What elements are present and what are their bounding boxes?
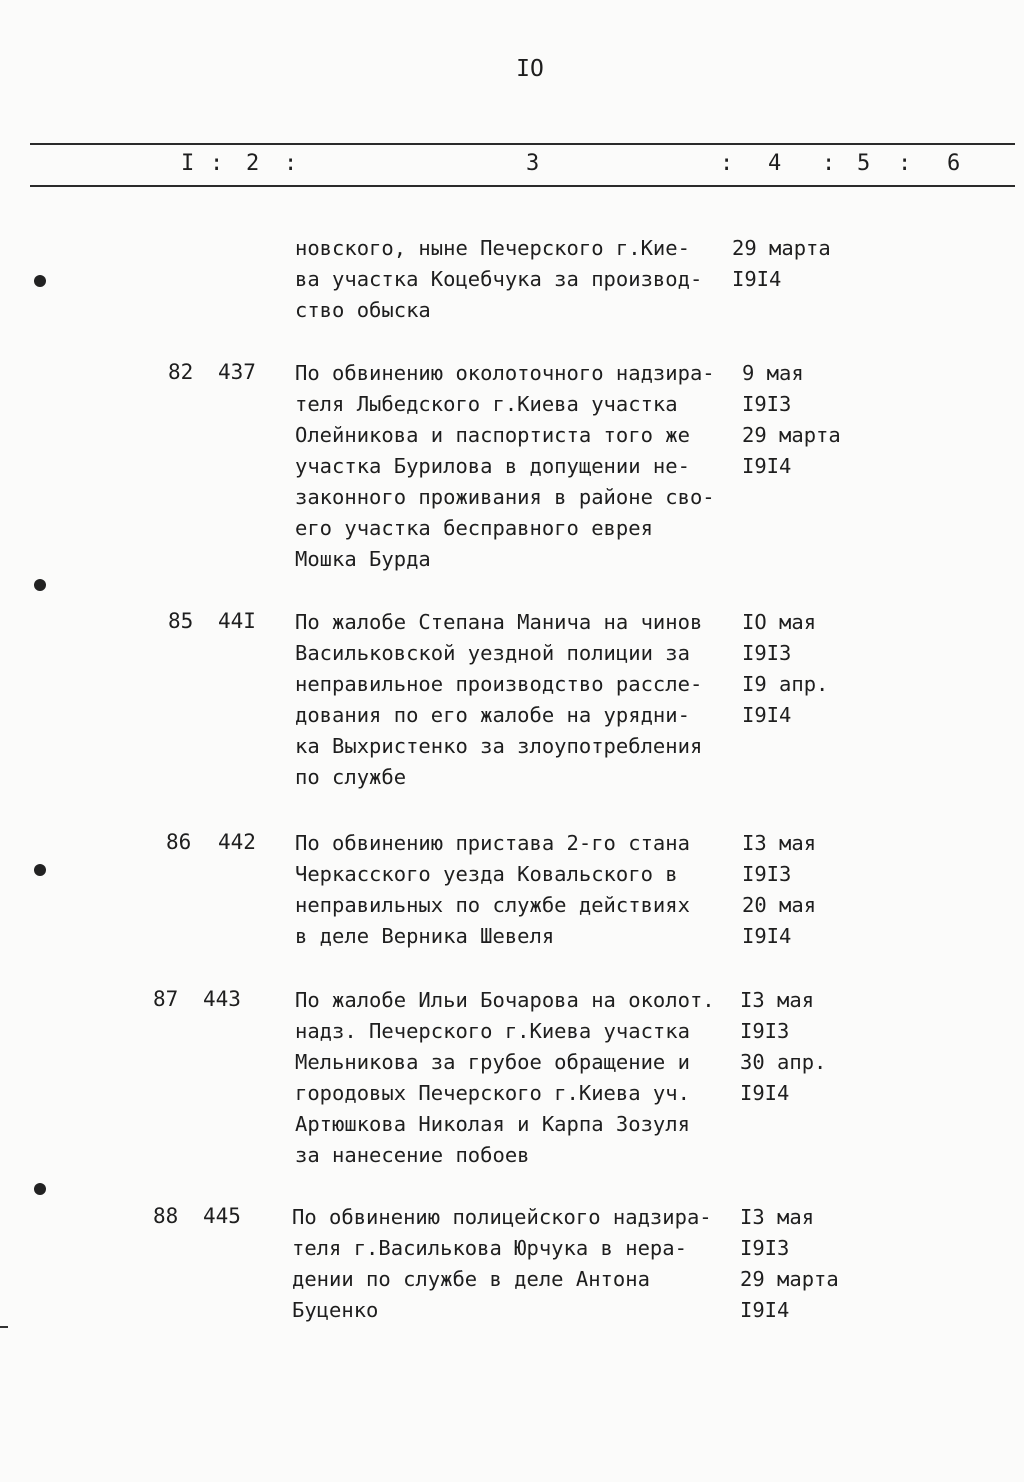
punch-hole-mark: [34, 275, 46, 287]
file-number: 442: [218, 830, 256, 854]
text-line: его участка бесправного еврея: [295, 516, 653, 540]
header-rule-bottom: [30, 185, 1015, 187]
text-line: Черкасского уезда Ковальского в: [295, 862, 678, 886]
text-line: дования по его жалобе на урядни-: [295, 703, 690, 727]
text-line: законного проживания в районе сво-: [295, 485, 715, 509]
entry-number: 87: [153, 987, 179, 1011]
edge-mark: [0, 1326, 8, 1328]
date-line: 29 марта: [732, 236, 831, 260]
date-line: I9I4: [742, 924, 792, 948]
text-line: ство обыска: [295, 298, 431, 322]
header-col-2: 2: [246, 151, 260, 176]
date-line: 30 апр.: [740, 1050, 827, 1074]
file-number: 437: [218, 360, 256, 384]
text-line: неправильных по службе действиях: [295, 893, 690, 917]
page-number: IO: [516, 56, 544, 82]
date-line: I9I4: [742, 454, 792, 478]
entry-text: [295, 607, 735, 793]
file-number: 443: [203, 987, 241, 1011]
header-col-4: 4: [768, 151, 782, 176]
text-line: Олейникова и паспортиста того же: [295, 423, 690, 447]
punch-hole-mark: [34, 864, 46, 876]
entry-number: 82: [168, 360, 194, 384]
header-col-3: 3: [526, 151, 540, 176]
entry-text: [295, 828, 735, 952]
entry-number: 85: [168, 609, 194, 633]
text-line: неправильное производство рассле-: [295, 672, 703, 696]
text-line: Мошка Бурда: [295, 547, 431, 571]
text-line: дении по службе в деле Антона: [292, 1267, 650, 1291]
date-line: I9 апр.: [742, 672, 829, 696]
entry-dates: [740, 985, 880, 1109]
file-number: 44I: [218, 609, 256, 633]
date-line: 29 марта: [742, 423, 841, 447]
file-number: 445: [203, 1204, 241, 1228]
text-line: Буценко: [292, 1298, 379, 1322]
date-line: I9I3: [742, 392, 792, 416]
punch-hole-mark: [34, 579, 46, 591]
text-line: по службе: [295, 765, 407, 789]
header-sep: :: [284, 151, 298, 176]
text-line: теля Лыбедского г.Киева участка: [295, 392, 678, 416]
date-line: I9I3: [740, 1019, 790, 1043]
text-line: городовых Печерского г.Киева уч.: [295, 1081, 690, 1105]
entry-dates: [740, 1202, 880, 1326]
entry-number: 88: [153, 1204, 179, 1228]
entry-text: [292, 1202, 732, 1326]
date-line: 20 мая: [742, 893, 817, 917]
header-col-5: 5: [857, 151, 871, 176]
date-line: I9I3: [742, 641, 792, 665]
punch-hole-mark: [34, 1183, 46, 1195]
header-rule-top: [30, 143, 1015, 145]
text-line: По обвинению околоточного надзира-: [295, 361, 715, 385]
text-line: участка Бурилова в допущении не-: [295, 454, 690, 478]
entry-text: [295, 233, 735, 326]
date-line: I9I3: [740, 1236, 790, 1260]
text-line: за нанесение побоев: [295, 1143, 530, 1167]
header-col-1: I: [181, 151, 195, 176]
text-line: новского, ныне Печерского г.Кие-: [295, 236, 690, 260]
text-line: надз. Печерского г.Киева участка: [295, 1019, 690, 1043]
text-line: Васильковской уездной полиции за: [295, 641, 690, 665]
text-line: Артюшкова Николая и Карпа Зозуля: [295, 1112, 690, 1136]
text-line: По жалобе Степана Манича на чинов: [295, 610, 703, 634]
date-line: I9I3: [742, 862, 792, 886]
entry-dates: [742, 828, 882, 952]
entry-dates: [742, 607, 882, 731]
entry-number: 86: [166, 830, 192, 854]
text-line: в деле Верника Шевеля: [295, 924, 555, 948]
text-line: По жалобе Ильи Бочарова на околот.: [295, 988, 715, 1012]
entry-dates: [732, 233, 872, 295]
date-line: I9I4: [740, 1298, 790, 1322]
entry-text: [295, 985, 735, 1171]
date-line: I9I4: [742, 703, 792, 727]
header-sep: :: [210, 151, 224, 176]
date-line: I3 мая: [740, 1205, 815, 1229]
date-line: I3 мая: [740, 988, 815, 1012]
date-line: I3 мая: [742, 831, 817, 855]
date-line: I9I4: [732, 267, 782, 291]
date-line: 29 марта: [740, 1267, 839, 1291]
header-col-6: 6: [947, 151, 961, 176]
text-line: ка Выхристенко за злоупотребления: [295, 734, 703, 758]
header-sep: :: [898, 151, 912, 176]
text-line: Мельникова за грубое обращение и: [295, 1050, 690, 1074]
date-line: 9 мая: [742, 361, 804, 385]
text-line: По обвинению полицейского надзира-: [292, 1205, 712, 1229]
entry-dates: [742, 358, 882, 482]
header-sep: :: [720, 151, 734, 176]
text-line: ва участка Коцебчука за производ-: [295, 267, 703, 291]
entry-text: [295, 358, 735, 575]
date-line: IO мая: [742, 610, 817, 634]
header-sep: :: [822, 151, 836, 176]
date-line: I9I4: [740, 1081, 790, 1105]
text-line: По обвинению пристава 2-го стана: [295, 831, 690, 855]
text-line: теля г.Василькова Юрчука в нера-: [292, 1236, 687, 1260]
